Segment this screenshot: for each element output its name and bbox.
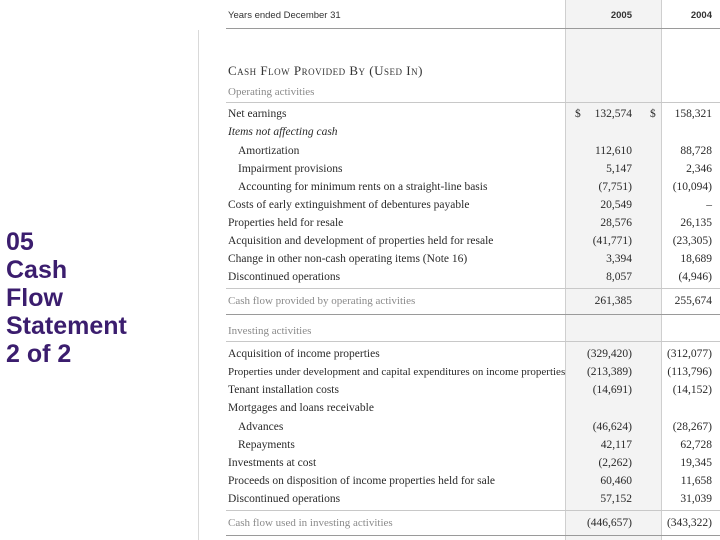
- row-label: Net earnings: [228, 108, 287, 120]
- slide-title-line: Flow: [6, 284, 63, 312]
- operating-rule: [226, 102, 720, 103]
- total-label: Cash flow provided by operating activities: [228, 295, 416, 307]
- row-label: Acquisition and development of properties held for resale: [228, 235, 494, 247]
- row-value-2005: (14,691): [592, 384, 632, 396]
- row-value-2004: 18,689: [680, 253, 712, 265]
- section-title: Cash Flow Provided By (Used In): [228, 63, 423, 78]
- subtotal-rule: [226, 510, 720, 511]
- row-label: Discontinued operations: [228, 271, 341, 283]
- row-value-2005: (213,389): [586, 366, 632, 378]
- row-value-2005: 8,057: [606, 271, 632, 283]
- header-col-2005: 2005: [610, 10, 632, 21]
- section-rule: [226, 314, 720, 315]
- row-label: Impairment provisions: [238, 163, 343, 175]
- row-value-2005: (41,771): [592, 235, 632, 247]
- row-value-2004: 62,728: [680, 439, 712, 451]
- row-value-2004: –: [706, 199, 712, 211]
- row-label: Properties under development and capital expenditures on income properties: [228, 366, 566, 378]
- row-value-2004: (10,094): [672, 181, 712, 193]
- row-label: Costs of early extinguishment of debentures payable: [228, 199, 470, 211]
- subtotal-rule: [226, 288, 720, 289]
- row-value-2004: (4,946): [678, 271, 712, 283]
- mortgages-heading: Mortgages and loans receivable: [228, 402, 374, 414]
- row-value-2005: 132,574: [594, 108, 632, 120]
- row-label: Proceeds on disposition of income properties held for sale: [228, 475, 495, 487]
- row-value-2005: 5,147: [606, 163, 632, 175]
- row-value-2004: 158,321: [674, 108, 712, 120]
- row-label: Repayments: [238, 439, 295, 451]
- row-value-2004: (312,077): [666, 348, 712, 360]
- row-value-2004: 31,039: [680, 493, 712, 505]
- row-value-2005: (2,262): [598, 457, 632, 469]
- row-value-2005: (329,420): [586, 348, 632, 360]
- investing-heading: Investing activities: [228, 325, 312, 337]
- row-value-2005: 57,152: [600, 493, 632, 505]
- total-value-2004: 255,674: [674, 295, 712, 307]
- currency-symbol: $: [575, 108, 581, 120]
- row-label: Discontinued operations: [228, 493, 341, 505]
- section-rule: [226, 535, 720, 536]
- header-rule: [226, 28, 720, 29]
- row-value-2005: 112,610: [595, 145, 632, 157]
- total-label: Cash flow used in investing activities: [228, 517, 393, 529]
- slide-title-line: 05: [6, 228, 34, 256]
- items-heading: Items not affecting cash: [228, 126, 338, 138]
- row-value-2005: 60,460: [600, 475, 632, 487]
- row-value-2005: (46,624): [592, 421, 632, 433]
- header-label: Years ended December 31: [228, 10, 341, 21]
- total-value-2005: (446,657): [586, 517, 632, 529]
- row-label: Change in other non-cash operating items (Note 16): [228, 253, 468, 265]
- row-value-2004: (28,267): [672, 421, 712, 433]
- row-label: Accounting for minimum rents on a straight-line basis: [238, 181, 488, 193]
- row-value-2004: 19,345: [680, 457, 712, 469]
- total-value-2004: (343,322): [666, 517, 712, 529]
- row-value-2004: 26,135: [680, 217, 712, 229]
- row-label: Advances: [238, 421, 284, 433]
- slide-title-line: 2 of 2: [6, 340, 72, 368]
- total-value-2005: 261,385: [594, 295, 632, 307]
- row-label: Investments at cost: [228, 457, 317, 469]
- row-label: Tenant installation costs: [228, 384, 339, 396]
- currency-symbol: $: [650, 108, 656, 120]
- slide-title: [6, 228, 127, 368]
- row-value-2005: (7,751): [598, 181, 632, 193]
- row-value-2004: 2,346: [686, 163, 712, 175]
- row-value-2004: 88,728: [680, 145, 712, 157]
- row-value-2004: (23,305): [672, 235, 712, 247]
- row-value-2005: 28,576: [600, 217, 632, 229]
- row-label: Amortization: [238, 145, 300, 157]
- operating-heading: Operating activities: [228, 86, 315, 98]
- slide-title-line: Cash: [6, 256, 68, 284]
- slide-title-line: Statement: [6, 312, 127, 340]
- investing-rule: [226, 341, 720, 342]
- row-value-2005: 3,394: [606, 253, 632, 265]
- header-col-2004: 2004: [690, 10, 712, 21]
- row-value-2005: 42,117: [600, 439, 632, 451]
- row-label: Acquisition of income properties: [228, 348, 380, 360]
- row-value-2004: (113,796): [667, 366, 712, 378]
- row-value-2005: 20,549: [600, 199, 632, 211]
- divider: [198, 30, 199, 540]
- row-label: Properties held for resale: [228, 217, 344, 229]
- row-value-2004: (14,152): [672, 384, 712, 396]
- row-value-2004: 11,658: [680, 475, 712, 487]
